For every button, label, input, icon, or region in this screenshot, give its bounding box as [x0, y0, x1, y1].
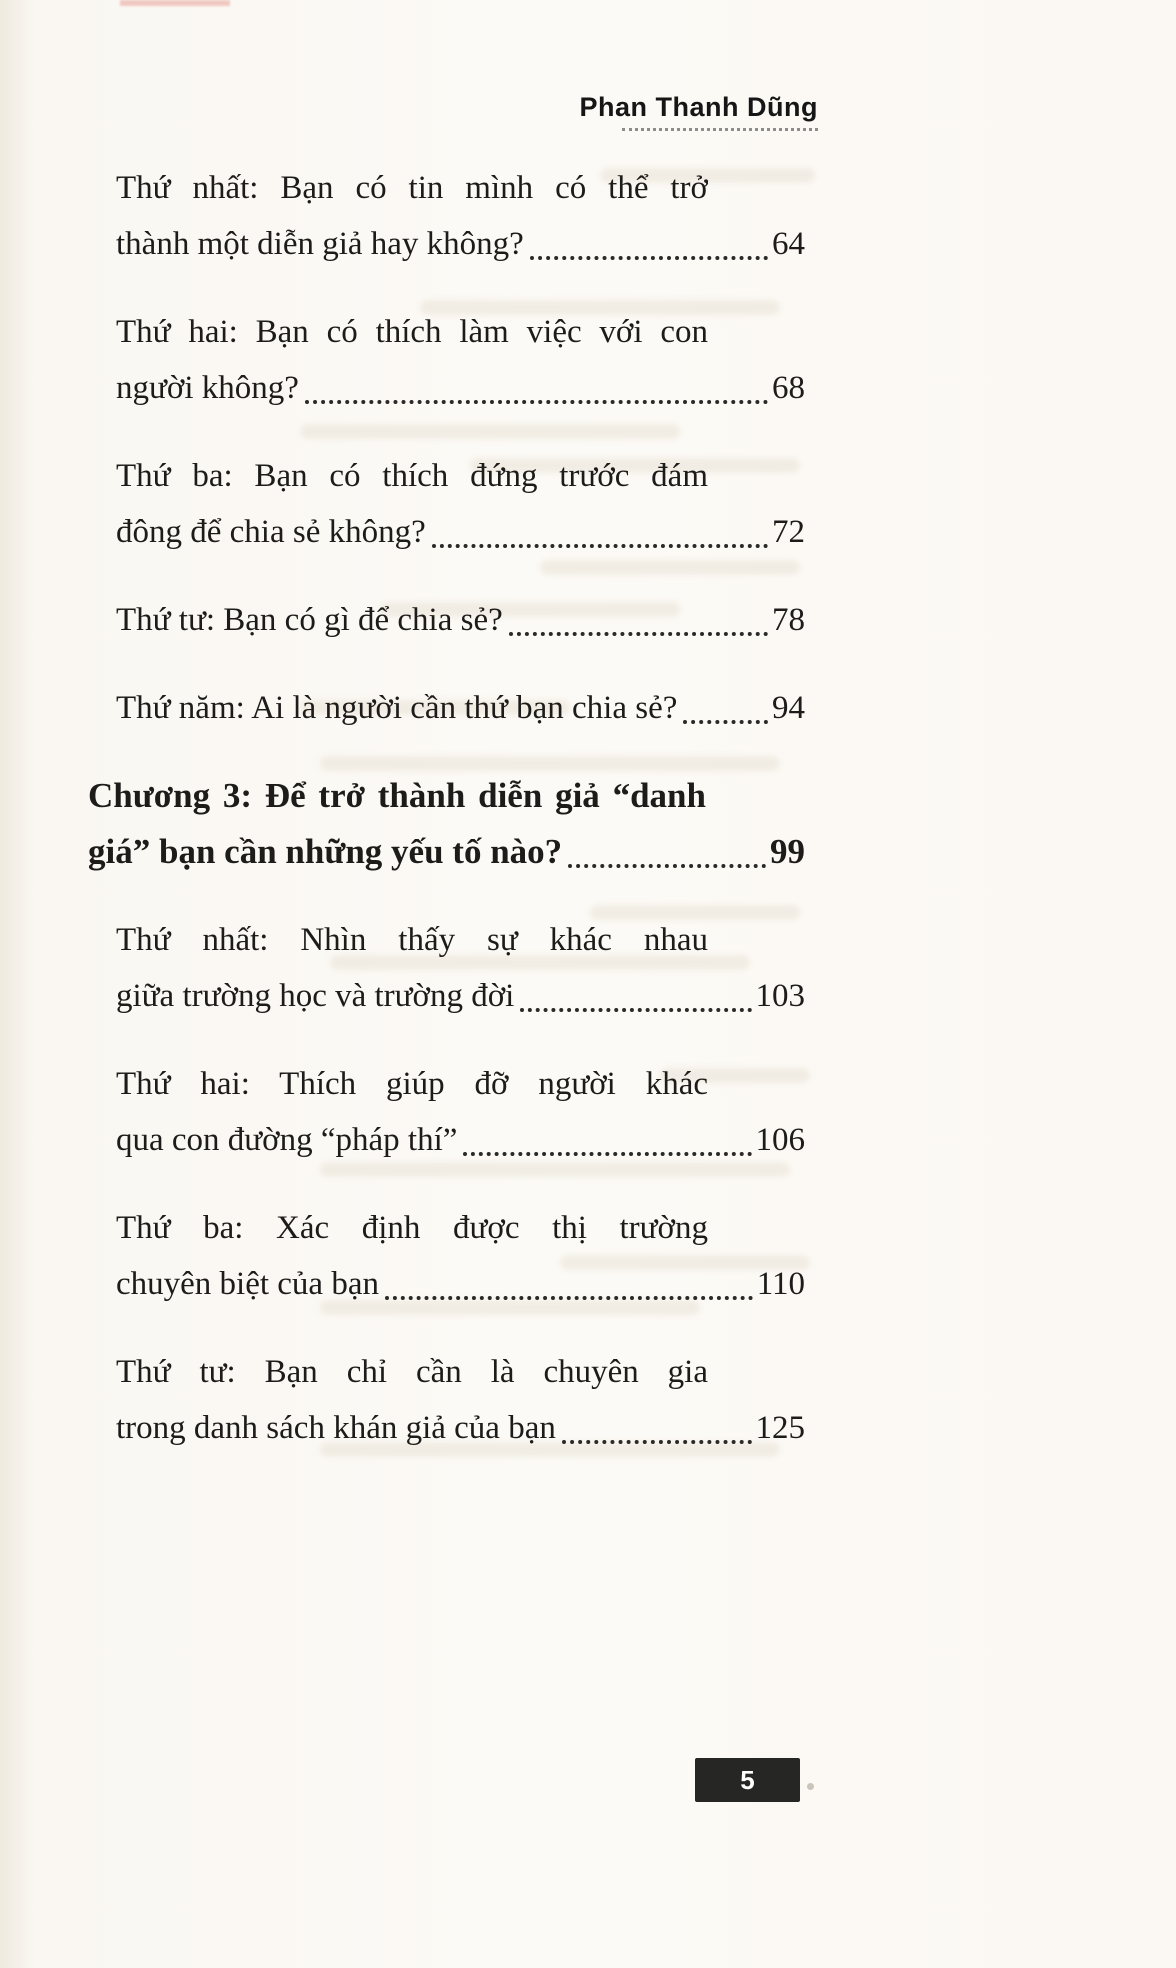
toc-entry-text: thành một diễn giả hay không?	[116, 226, 524, 262]
dot-leader	[432, 544, 768, 548]
toc-entry-line2	[116, 592, 805, 648]
toc-entry-line1: Thứ ba: Xác định được thị trường	[116, 1210, 708, 1246]
toc-entry-line2	[116, 968, 805, 1024]
toc-entry-line1: Thứ hai: Thích giúp đỡ người khác	[116, 1066, 708, 1102]
author-name: Phan Thanh Dũng	[579, 92, 818, 122]
toc-page-number: 78	[772, 602, 805, 638]
toc-entry	[88, 1056, 805, 1168]
toc-page-number: 99	[770, 832, 805, 871]
toc-page-number: 125	[755, 1410, 805, 1446]
dot-leader	[562, 1440, 752, 1444]
toc-entry-line1: Thứ nhất: Nhìn thấy sự khác nhau	[116, 922, 708, 958]
toc-entry-line2	[116, 504, 805, 560]
dot-leader	[463, 1152, 751, 1156]
toc-entry-text: trong danh sách khán giả của bạn	[116, 1410, 556, 1446]
toc-entry-text: người không?	[116, 370, 299, 406]
table-of-contents	[88, 160, 805, 1488]
toc-entry	[88, 160, 805, 272]
toc-entry	[88, 592, 805, 648]
toc-entry-line1: Thứ hai: Bạn có thích làm việc với con	[116, 314, 708, 350]
toc-page-number: 103	[755, 978, 805, 1014]
toc-entry-line1: Thứ tư: Bạn chỉ cần là chuyên gia	[116, 1354, 708, 1390]
toc-page-number: 110	[756, 1266, 805, 1302]
dot-leader	[530, 256, 768, 260]
toc-entry-text: Thứ tư: Bạn có gì để chia sẻ?	[116, 602, 503, 638]
toc-entry-text: đông để chia sẻ không?	[116, 514, 426, 550]
toc-page-number: 94	[772, 690, 805, 726]
toc-entry-line1: Chương 3: Để trở thành diễn giả “danh	[88, 776, 706, 815]
dot-leader	[683, 720, 768, 724]
toc-entry-line2	[116, 360, 805, 416]
toc-chapter-entry	[88, 768, 805, 880]
toc-page-number: 64	[772, 226, 805, 262]
toc-entry	[88, 448, 805, 560]
toc-entry-line2	[116, 1400, 805, 1456]
toc-entry	[88, 680, 805, 736]
toc-entry-text: giá” bạn cần những yếu tố nào?	[88, 832, 563, 871]
toc-entry-text: giữa trường học và trường đời	[116, 978, 515, 1014]
scan-dot-artifact	[807, 1783, 814, 1790]
toc-page-number: 72	[772, 514, 805, 550]
toc-entry-line2	[116, 216, 805, 272]
toc-entry-line1: Thứ nhất: Bạn có tin mình có thể trở	[116, 170, 708, 206]
dot-leader	[568, 864, 766, 868]
toc-entry	[88, 1200, 805, 1312]
toc-entry-line2	[88, 824, 805, 880]
toc-entry-line1: Thứ ba: Bạn có thích đứng trước đám	[116, 458, 708, 494]
toc-entry	[88, 1344, 805, 1456]
toc-entry-line2	[116, 680, 805, 736]
header-dotted-rule	[622, 128, 818, 131]
page-header	[580, 92, 818, 131]
dot-leader	[305, 400, 768, 404]
toc-entry	[88, 304, 805, 416]
page-number-badge	[695, 1758, 800, 1802]
toc-entry-text: chuyên biệt của bạn	[116, 1266, 379, 1302]
dot-leader	[509, 632, 768, 636]
toc-entry-text: qua con đường “pháp thí”	[116, 1122, 458, 1158]
dot-leader	[520, 1008, 751, 1012]
page-number: 5	[740, 1764, 755, 1795]
toc-page-number: 68	[772, 370, 805, 406]
toc-entry-text: Thứ năm: Ai là người cần thứ bạn chia sẻ?	[116, 690, 678, 726]
toc-entry	[88, 912, 805, 1024]
dot-leader	[385, 1296, 753, 1300]
toc-page-number: 106	[755, 1122, 805, 1158]
toc-entry-line2	[116, 1256, 805, 1312]
toc-entry-line2	[116, 1112, 805, 1168]
